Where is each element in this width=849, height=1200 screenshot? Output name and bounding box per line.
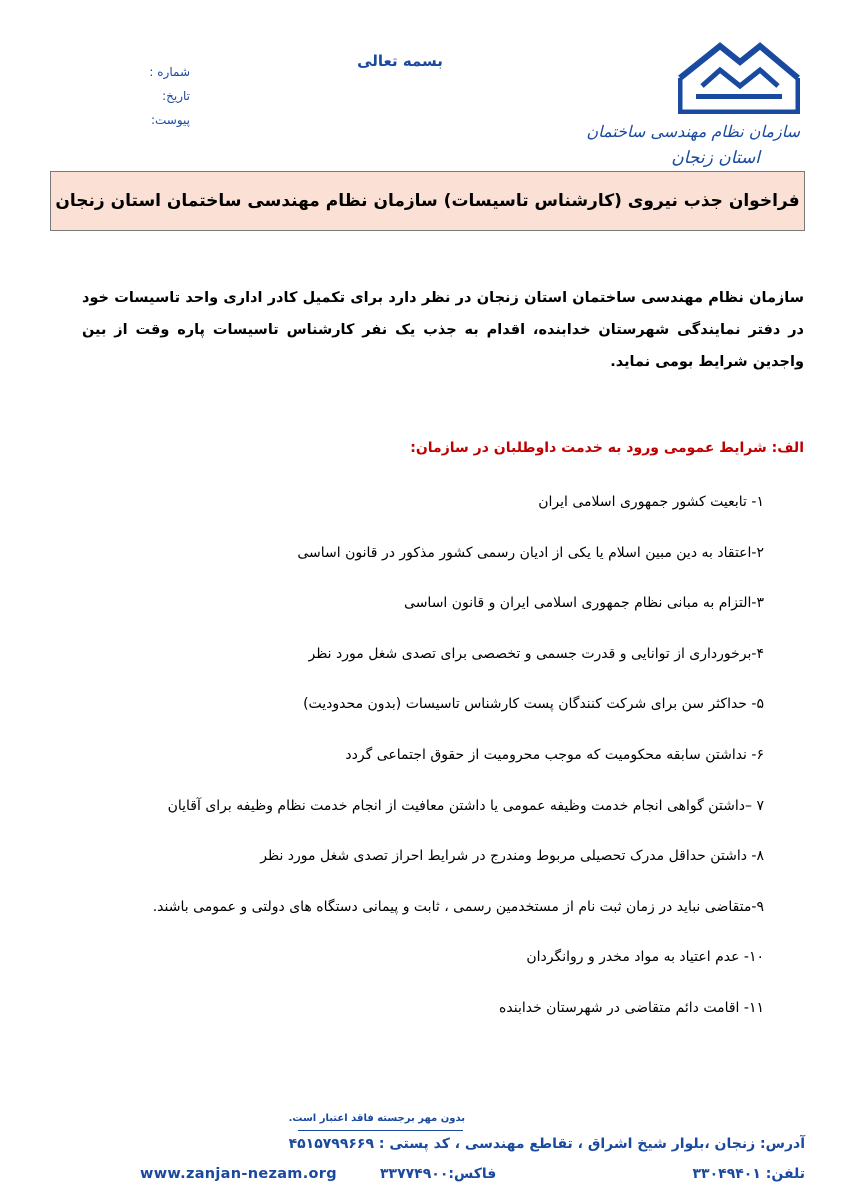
list-item: ۵- حداکثر سن برای شرکت کنندگان پست کارشناس تاسیسات (بدون محدودیت) bbox=[303, 696, 764, 713]
logo-text-organization: سازمان نظام مهندسی ساختمان bbox=[586, 122, 800, 141]
title-box bbox=[50, 171, 805, 231]
list-item: ۳-التزام به مبانی نظام جمهوری اسلامی ایران و قانون اساسی bbox=[404, 595, 764, 612]
page-title: فراخوان جذب نیروی (کارشناس تاسیسات) سازمان نظام مهندسی ساختمان استان زنجان bbox=[55, 191, 800, 211]
footer-fax: فاکس:۳۳۷۷۴۹۰۰ bbox=[380, 1166, 497, 1182]
footer-divider bbox=[298, 1130, 463, 1131]
section-heading: الف: شرایط عمومی ورود به خدمت داوطلبان در سازمان: bbox=[410, 440, 804, 456]
footer-contacts bbox=[140, 1166, 805, 1188]
list-item: ۱۱- اقامت دائم متقاضی در شهرستان خدابنده bbox=[499, 999, 764, 1016]
attachment-label: پیوست: bbox=[150, 113, 190, 127]
date-label: تاریخ: bbox=[162, 89, 190, 103]
roof-building-logo-icon bbox=[678, 42, 800, 114]
basmala-heading: بسمه تعالی bbox=[357, 52, 443, 70]
list-item: ۱۰- عدم اعتیاد به مواد مخدر و روانگردان bbox=[526, 949, 764, 966]
footer-phone: تلفن: ۳۳۰۴۹۴۰۱ bbox=[692, 1166, 805, 1182]
number-label: شماره : bbox=[149, 65, 190, 79]
list-item: ۴-برخورداری از توانایی و قدرت جسمی و تخصصی برای تصدی شغل مورد نظر bbox=[308, 645, 764, 662]
intro-paragraph: سازمان نظام مهندسی ساختمان استان زنجان در نظر دارد برای تکمیل کادر اداری واحد تاسیسات خود در دفتر نمایندگی شهرستان خدابنده، اقدام به جذب یک نفر کارشناس تاسیسات پاره وقت از بین واجدین شرایط بومی نماید. bbox=[82, 290, 804, 370]
footer-website-link[interactable]: www.zanjan-nezam.org bbox=[140, 1166, 337, 1182]
list-item: ۸- داشتن حداقل مدرک تحصیلی مربوط ومندرج در شرایط احراز تصدی شغل مورد نظر bbox=[260, 848, 764, 865]
stamp-validity-note: بدون مهر برجسته فاقد اعتبار است. bbox=[288, 1113, 465, 1124]
list-item: ۷ –داشتن گواهی انجام خدمت وظیفه عمومی یا داشتن معافیت از انجام خدمت نظام وظیفه برای آقایان bbox=[167, 797, 764, 814]
logo-text-province: استان زنجان bbox=[671, 148, 760, 168]
footer-address: آدرس: زنجان ،بلوار شیخ اشراق ، تقاطع مهندسی ، کد پستی : ۴۵۱۵۷۹۹۶۶۹ bbox=[288, 1136, 805, 1152]
list-item: ۶- نداشتن سابقه محکومیت که موجب محرومیت از حقوق اجتماعی گردد bbox=[345, 746, 764, 763]
list-item: ۲-اعتقاد به دین مبین اسلام یا یکی از ادیان رسمی کشور مذکور در قانون اساسی bbox=[297, 544, 764, 561]
conditions-list bbox=[60, 485, 764, 1042]
list-item: ۹-متقاضی نباید در زمان ثبت نام از مستخدمین رسمی ، ثابت و پیمانی دستگاه های دولتی و عمومی باشند. bbox=[152, 898, 764, 915]
list-item: ۱- تابعیت کشور جمهوری اسلامی ایران bbox=[538, 494, 764, 510]
organization-logo bbox=[586, 42, 800, 172]
letter-metadata bbox=[120, 60, 190, 132]
